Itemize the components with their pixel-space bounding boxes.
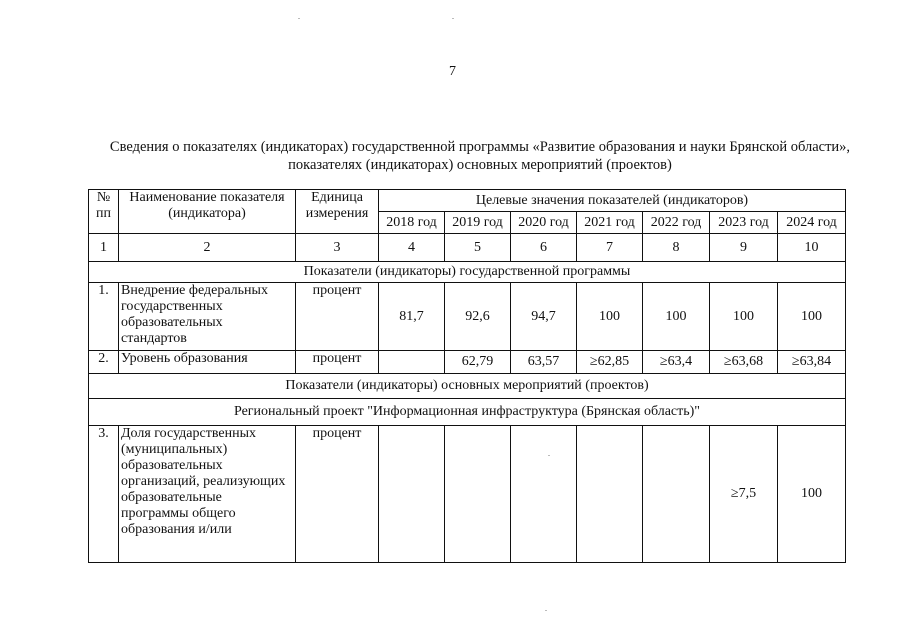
column-number: 10	[778, 234, 846, 262]
value-cell: 100	[778, 426, 846, 563]
row-name: Внедрение федеральных государственных образовательных стандартов	[119, 283, 296, 351]
section-row	[89, 262, 846, 283]
page-number: 7	[449, 64, 456, 79]
scan-speck	[545, 610, 547, 611]
column-number: 1	[89, 234, 119, 262]
section-project-title: Региональный проект "Информационная инфраструктура (Брянская область)"	[89, 399, 846, 426]
value-cell: ≥63,4	[643, 351, 710, 374]
year-cell: 2018 год	[379, 212, 445, 234]
value-cell: ≥63,84	[778, 351, 846, 374]
section-activities-title: Показатели (индикаторы) основных мероприятий (проектов)	[89, 374, 846, 399]
row-name: Доля государственных (муниципальных) образовательных организаций, реализующих образовательные программы общего образования и/или	[119, 426, 296, 563]
column-number: 3	[296, 234, 379, 262]
value-cell: 100	[778, 283, 846, 351]
value-cell	[577, 426, 643, 563]
value-cell	[445, 426, 511, 563]
row-num: 1.	[89, 283, 119, 351]
value-cell	[379, 426, 445, 563]
value-cell: ≥7,5	[710, 426, 778, 563]
value-cell: 81,7	[379, 283, 445, 351]
scan-speck	[548, 455, 550, 456]
column-number: 4	[379, 234, 445, 262]
year-cell: 2023 год	[710, 212, 778, 234]
table-row	[89, 351, 846, 374]
section-program-title: Показатели (индикаторы) государственной программы	[89, 262, 846, 283]
value-cell: 63,57	[511, 351, 577, 374]
column-number: 5	[445, 234, 511, 262]
value-cell	[643, 426, 710, 563]
section-row	[89, 374, 846, 399]
column-number-row	[89, 234, 846, 262]
header-row	[89, 190, 846, 212]
year-cell: 2022 год	[643, 212, 710, 234]
row-num: 2.	[89, 351, 119, 374]
row-unit: процент	[296, 426, 379, 563]
header-unit: Единица измерения	[296, 190, 379, 234]
value-cell: 94,7	[511, 283, 577, 351]
value-cell: ≥63,68	[710, 351, 778, 374]
header-num: № пп	[89, 190, 119, 234]
header-targets: Целевые значения показателей (индикаторов)	[379, 190, 846, 212]
value-cell: ≥62,85	[577, 351, 643, 374]
table-row	[89, 426, 846, 563]
year-cell: 2021 год	[577, 212, 643, 234]
document-heading: Сведения о показателях (индикаторах) государственной программы «Развитие образования и науки Брянской области», показателях (индикаторах) основных мероприятий (проектов)	[109, 139, 851, 173]
indicators-table	[88, 189, 846, 563]
value-cell	[379, 351, 445, 374]
year-cell: 2020 год	[511, 212, 577, 234]
column-number: 7	[577, 234, 643, 262]
table-row	[89, 283, 846, 351]
column-number: 6	[511, 234, 577, 262]
column-number: 2	[119, 234, 296, 262]
value-cell: 100	[710, 283, 778, 351]
value-cell: 92,6	[445, 283, 511, 351]
section-row	[89, 399, 846, 426]
header-name: Наименование показателя (индикатора)	[119, 190, 296, 234]
scan-speck	[298, 18, 300, 19]
scan-speck	[452, 18, 454, 19]
row-num: 3.	[89, 426, 119, 563]
year-cell: 2024 год	[778, 212, 846, 234]
column-number: 8	[643, 234, 710, 262]
year-cell: 2019 год	[445, 212, 511, 234]
row-name: Уровень образования	[119, 351, 296, 374]
value-cell	[511, 426, 577, 563]
value-cell: 100	[643, 283, 710, 351]
value-cell: 100	[577, 283, 643, 351]
row-unit: процент	[296, 351, 379, 374]
column-number: 9	[710, 234, 778, 262]
value-cell: 62,79	[445, 351, 511, 374]
row-unit: процент	[296, 283, 379, 351]
